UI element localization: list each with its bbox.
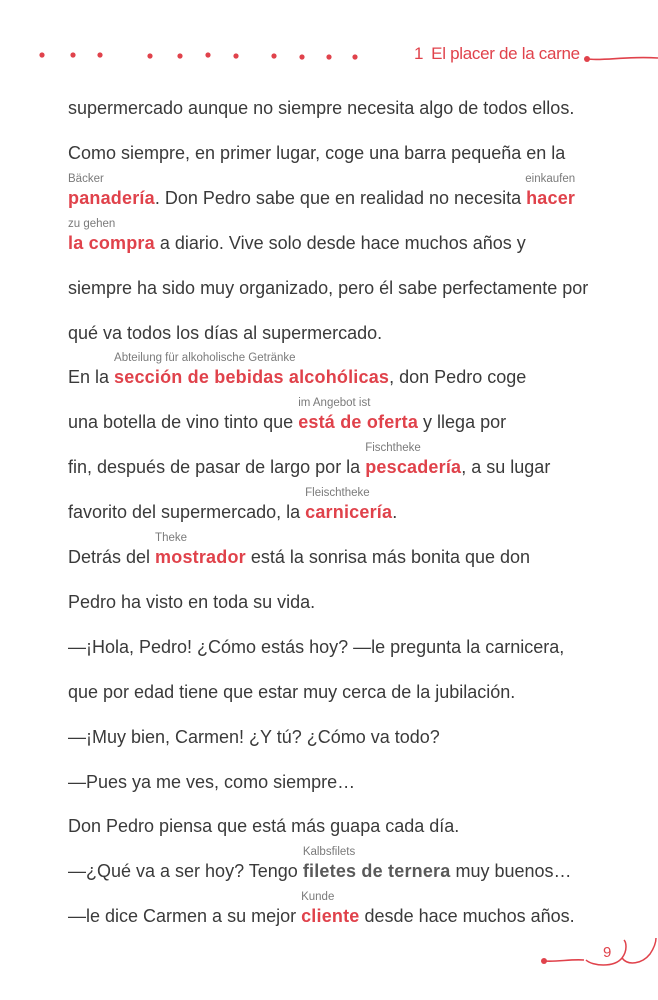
text-line	[68, 442, 551, 478]
vocab-term	[68, 172, 155, 209]
header-swirl-line	[580, 52, 658, 66]
text-run: desde hace muchos años.	[359, 906, 575, 927]
footer-swirl-line	[536, 938, 658, 978]
vocab-gloss: Fischtheke	[365, 442, 421, 455]
text-line	[68, 532, 531, 568]
text-line	[68, 217, 526, 254]
text-line	[68, 891, 575, 927]
text-line	[68, 846, 572, 882]
text-line	[68, 322, 382, 344]
vocab-term	[301, 891, 360, 927]
text-run: . Don Pedro sabe que en realidad no necesita	[154, 187, 527, 208]
vocab-term-text: mostrador	[155, 547, 246, 567]
vocab-term-text: está de oferta	[298, 412, 419, 433]
vocab-term-text: carnicería	[305, 502, 393, 523]
text-run: —¿Qué va a ser hoy? Tengo	[68, 861, 303, 882]
vocab-gloss: Theke	[155, 532, 188, 544]
text-run: y llega por	[418, 412, 507, 433]
text-run: , don Pedro coge	[389, 367, 527, 388]
vocab-gloss: Abteilung für alkoholische Getränke	[114, 352, 296, 365]
text-line	[68, 172, 576, 209]
text-run: —le dice Carmen a su mejor	[68, 906, 302, 927]
text-run: Pedro ha visto en toda su vida.	[68, 591, 316, 612]
text-line	[68, 277, 588, 299]
text-run: —¡Hola, Pedro! ¿Cómo estás hoy? —le pregunta la carnicera,	[68, 636, 565, 657]
text-run: supermercado aunque no siempre necesita algo de todos ellos.	[68, 98, 575, 118]
text-run: una botella de vino tinto que	[68, 412, 299, 433]
text-line	[68, 487, 398, 523]
chapter-heading	[414, 44, 584, 74]
text-run: Don Pedro piensa que está más guapa cada día.	[68, 816, 460, 837]
text-run: , a su lugar	[461, 457, 551, 478]
text-line	[68, 591, 315, 613]
text-line	[68, 397, 507, 433]
text-line	[68, 97, 574, 119]
page-number: 9	[603, 944, 612, 961]
vocab-term	[114, 352, 390, 388]
text-line	[68, 636, 564, 658]
text-run: Como siempre, en primer lugar, coge una barra pequeña en la	[68, 142, 566, 163]
vocab-term	[525, 172, 576, 209]
text-line	[68, 142, 565, 164]
vocab-term-text: la compra	[68, 232, 155, 253]
text-run: .	[392, 502, 398, 523]
text-line	[68, 681, 515, 703]
vocab-term-text: hacer	[526, 187, 576, 208]
text-line	[68, 726, 440, 748]
vocab-term	[302, 846, 451, 882]
text-run: siempre ha sido muy organizado, pero él sabe perfectamente por	[68, 277, 589, 298]
vocab-gloss: Kunde	[301, 891, 335, 904]
text-run: —¡Muy bien, Carmen! ¿Y tú? ¿Cómo va todo?	[68, 726, 440, 747]
text-line	[68, 352, 527, 388]
vocab-term	[365, 442, 462, 478]
text-run: a diario. Vive solo desde hace muchos años y	[154, 232, 526, 253]
text-run: favorito del supermercado, la	[68, 502, 306, 523]
text-run: muy buenos…	[450, 861, 572, 882]
text-run: En la	[68, 367, 115, 388]
vocab-gloss: Fleischtheke	[305, 487, 370, 500]
text-line	[68, 815, 459, 837]
text-run: está la sonrisa más bonita que don	[245, 547, 531, 567]
vocab-gloss: im Angebot ist	[298, 397, 371, 410]
text-run: Detrás del	[68, 547, 156, 567]
vocab-term	[298, 397, 419, 433]
vocab-gloss: Bäcker	[68, 172, 104, 185]
text-run: —Pues ya me ves, como siempre…	[68, 771, 356, 792]
vocab-term-text: filetes de ternera	[302, 861, 451, 882]
chapter-number: 1	[414, 44, 424, 63]
text-run: qué va todos los días al supermercado.	[68, 322, 383, 343]
vocab-term-text: sección de bebidas alcohólicas	[114, 367, 390, 388]
vocab-term-text: cliente	[301, 906, 360, 927]
vocab-term-text: pescadería	[365, 457, 462, 478]
chapter-title: El placer de la carne	[431, 44, 580, 63]
vocab-term	[305, 487, 393, 523]
vocab-gloss: Kalbsfilets	[302, 846, 356, 859]
vocab-term-text: panadería	[68, 187, 155, 208]
vocab-gloss: einkaufen	[525, 172, 576, 185]
text-run: fin, después de pasar de largo por la	[68, 457, 366, 478]
text-run: que por edad tiene que estar muy cerca de la jubilación.	[68, 681, 516, 702]
vocab-gloss: zu gehen	[68, 217, 116, 230]
vocab-term	[155, 532, 246, 568]
vocab-term	[68, 217, 155, 254]
text-line	[68, 771, 355, 793]
